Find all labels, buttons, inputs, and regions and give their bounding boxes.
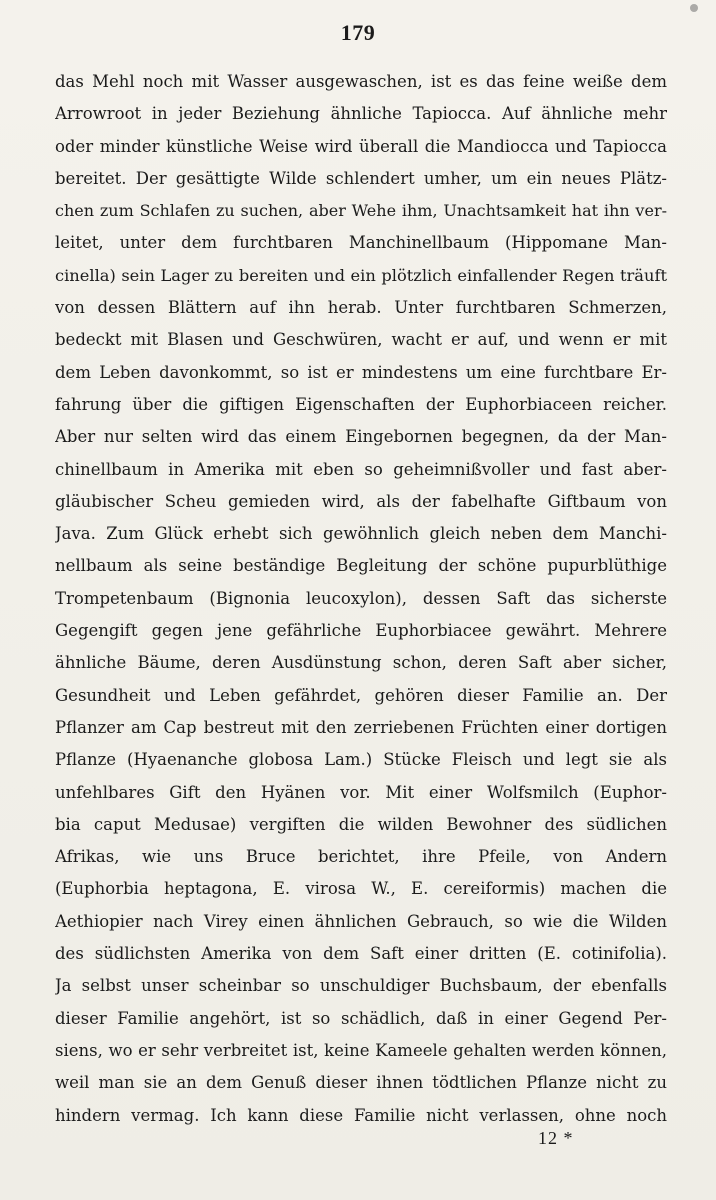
text-line: bereitet. Der gesättigte Wilde schlendert umher, um ein neues Plätz- [55, 168, 667, 188]
text-line: chen zum Schlafen zu suchen, aber Wehe ihm, Unachtsamkeit hat ihn ver- [55, 201, 667, 221]
text-line: des südlichsten Amerika von dem Saft einer dritten (E. cotinifolia). [55, 944, 667, 964]
text-line: das Mehl noch mit Wasser ausgewaschen, ist es das feine weiße dem [55, 72, 667, 91]
text-line: Aber nur selten wird das einem Eingebornen begegnen, da der Man- [55, 427, 667, 447]
text-line: Trompetenbaum (Bignonia leucoxylon), dessen Saft das sicherste [55, 588, 667, 608]
ink-speck [690, 4, 698, 12]
text-line: oder minder künstliche Weise wird überall die Mandiocca und Tapiocca [55, 136, 667, 156]
text-line: bedeckt mit Blasen und Geschwüren, wacht er auf, und wenn er mit [55, 330, 667, 350]
text-line: Ja selbst unser scheinbar so unschuldiger Buchsbaum, der ebenfalls [55, 976, 667, 996]
text-line: chinellbaum in Amerika mit eben so geheimnißvoller und fast aber- [55, 459, 667, 479]
text-line: leitet, unter dem furchtbaren Manchinellbaum (Hippomane Man- [55, 233, 667, 253]
text-line: gläubischer Scheu gemieden wird, als der fabelhafte Giftbaum von [55, 491, 667, 511]
text-line: cinella) sein Lager zu bereiten und ein plötzlich einfallender Regen träuft [55, 265, 667, 285]
text-line: unfehlbares Gift den Hyänen vor. Mit einer Wolfsmilch (Euphor- [55, 782, 667, 802]
text-line: dieser Familie angehört, ist so schädlich, daß in einer Gegend Per- [55, 1008, 667, 1028]
signature-mark: 12 * [538, 1128, 574, 1148]
text-line: fahrung über die giftigen Eigenschaften der Euphorbiaceen reicher. [55, 394, 667, 414]
text-line: (Euphorbia heptagona, E. virosa W., E. cereiformis) machen die [55, 879, 667, 899]
text-line: Java. Zum Glück erhebt sich gewöhnlich gleich neben dem Manchi- [55, 524, 667, 544]
text-line: siens, wo er sehr verbreitet ist, keine Kameele gehalten werden können, [55, 1040, 667, 1060]
text-line: Afrikas, wie uns Bruce berichtet, ihre Pfeile, von Andern [55, 847, 667, 867]
text-line: hindern vermag. Ich kann diese Familie nicht verlassen, ohne noch [55, 1105, 667, 1125]
text-line: von dessen Blättern auf ihn herab. Unter furchtbaren Schmerzen, [55, 298, 667, 318]
text-line: Pflanze (Hyaenanche globosa Lam.) Stücke Fleisch und legt sie als [55, 750, 667, 770]
text-line: ähnliche Bäume, deren Ausdünstung schon, deren Saft aber sicher, [55, 653, 667, 673]
text-line: bia caput Medusae) vergiften die wilden Bewohner des südlichen [55, 814, 667, 834]
text-line: Aethiopier nach Virey einen ähnlichen Gebrauch, so wie die Wilden [55, 911, 667, 931]
body-text [55, 66, 667, 1132]
text-line: nellbaum als seine beständige Begleitung der schöne pupurblüthige [55, 556, 667, 576]
text-line: weil man sie an dem Genuß dieser ihnen tödtlichen Pflanze nicht zu [55, 1073, 667, 1093]
text-line: Gegengift gegen jene gefährliche Euphorbiacee gewährt. Mehrere [55, 621, 667, 641]
page-number: 179 [340, 20, 376, 45]
text-line: Pflanzer am Cap bestreut mit den zerriebenen Früchten einer dortigen [55, 717, 667, 737]
text-line: Arrowroot in jeder Beziehung ähnliche Tapiocca. Auf ähnliche mehr [55, 104, 667, 124]
text-line: dem Leben davonkommt, so ist er mindestens um eine furchtbare Er- [55, 362, 667, 382]
text-line: Gesundheit und Leben gefährdet, gehören dieser Familie an. Der [55, 685, 667, 705]
